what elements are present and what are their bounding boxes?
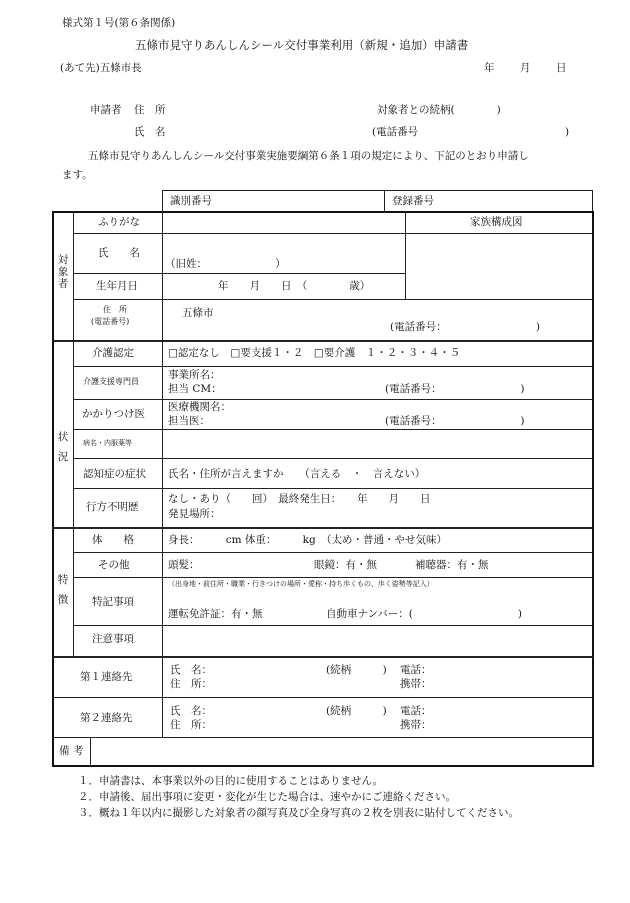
rule [52,527,593,529]
rule [73,211,74,657]
addressee: (あて先)五條市長 [60,62,142,74]
applicant-label: 申請者 [90,104,122,116]
rule [52,697,593,698]
rule [52,656,593,658]
other-label: その他 [98,559,130,571]
registration-number-label: 登録番号 [392,195,434,207]
physique-field[interactable]: 身長： cm 体重： kg （太め・普通・やせ気味） [168,534,448,546]
dob-field[interactable]: 年 月 日 （ 歳） [218,280,371,292]
contact-1-phone-field[interactable]: 電話： [400,664,432,676]
phone-small-label: (電話番号) [91,317,130,326]
rule [73,273,405,274]
rule [73,552,592,553]
illness-label: 病名・内服薬等 [83,439,132,447]
applicant-phone-close: ) [565,126,570,138]
special-notes-hint: （出身地・前住所・職業・行きつけの場所・愛称・持ち歩くもの、歩く姿勢等記入） [168,580,434,588]
physique-label: 体 格 [92,534,134,546]
contact-1-label: 第１連絡先 [80,671,133,683]
subject-phone-field[interactable]: (電話番号： ) [390,321,540,333]
dementia-label: 認知症の症状 [83,468,146,480]
footnote-2: ２．申請後、届出事項に変更・変化が生じた場合は、速やかにご連絡ください。 [78,791,456,803]
applicant-name-label: 氏 名 [134,126,166,138]
missing-history-field[interactable]: なし・あり（ 回） 最終発生日： 年 月 日 [168,493,431,505]
id-number-label: 識別番号 [170,195,212,207]
doctor-phone-field[interactable]: (電話番号： ) [385,415,525,427]
contact-1-address-field[interactable]: 住 所： [170,678,212,690]
rule [384,190,385,212]
remarks-label: 備 考 [59,745,84,757]
applicant-address-label: 住 所 [134,104,166,116]
footnote-3: ３．概ね１年以内に撮影した対象者の顔写真及び全身写真の２枚を別表に貼付してください。 [78,807,519,819]
footnote-1: １．申請書は、本事業以外の目的に使用することはありません。 [78,775,384,787]
care-manager-label: 介護支援専門員 [83,377,139,386]
rule [162,211,163,737]
applicant-phone-open: (電話番号 [372,126,419,138]
rule [73,366,592,367]
contact-2-phone-field[interactable]: 電話： [400,705,432,717]
rule [73,399,592,400]
rule [162,190,593,191]
contact-2-label: 第２連絡先 [80,712,133,724]
rule [73,299,592,300]
main-form-frame [52,211,594,767]
section-subject: 対 象 者 [57,254,69,290]
dob-label: 生年月日 [96,280,138,292]
rule [73,488,592,489]
doctor-name-field[interactable]: 担当医： [168,415,210,427]
rule [90,737,91,765]
care-cert-label: 介護認定 [92,347,134,359]
missing-label: 行方不明歴 [86,501,139,513]
hair-field[interactable]: 頭髪： [168,559,200,571]
contact-2-mobile-field[interactable]: 携帯： [400,719,432,731]
contact-2-name-field[interactable]: 氏 名： [170,705,212,717]
hearing-aid-field[interactable]: 補聴器：有・無 [415,559,489,571]
contact-2-address-field[interactable]: 住 所： [170,719,212,731]
glasses-field[interactable]: 眼鏡：有・無 [314,559,377,571]
rule [73,233,592,234]
intro-line-2: ます。 [62,169,93,181]
maiden-name-field[interactable]: （旧姓： ） [165,258,286,270]
rule [592,190,593,212]
family-doctor-label: かかりつけ医 [82,408,145,420]
found-location-field[interactable]: 発見場所： [168,508,221,520]
rule [73,625,592,626]
applicant-relation: 対象者との続柄( ) [377,104,501,116]
date-year: 年 [484,62,495,74]
cm-phone-field[interactable]: (電話番号： ) [385,383,525,395]
rule [405,211,406,299]
form-number: 様式第１号(第６条関係) [62,17,176,29]
cautions-label: 注意事項 [92,633,134,645]
address-label: 住 所 [103,305,127,314]
special-notes-label: 特記事項 [92,596,134,608]
name-label: 氏 名 [98,247,140,259]
dementia-question[interactable]: 氏名・住所が言えますか （言える ・ 言えない） [168,468,426,480]
contact-2-relation-field[interactable]: (続柄 ) [326,705,387,717]
date-month: 月 [520,62,531,74]
rule [52,737,593,738]
office-name-field[interactable]: 事業所名： [168,369,221,381]
date-day: 日 [556,62,567,74]
contact-1-relation-field[interactable]: (続柄 ) [326,664,387,676]
section-status: 状 況 [57,431,69,463]
rule [162,190,163,212]
city-value: 五條市 [182,307,214,319]
care-cert-options[interactable]: □認定なし □要支援１・２ □要介護 １・２・３・４・５ [168,347,461,359]
contact-1-mobile-field[interactable]: 携帯： [400,678,432,690]
rule [73,577,592,578]
cm-name-field[interactable]: 担当 CM： [168,383,222,395]
furigana-label: ふりがな [98,216,140,228]
family-chart-label: 家族構成図 [470,216,523,228]
rule [52,340,593,342]
rule [73,458,592,459]
clinic-name-field[interactable]: 医療機関名： [168,401,231,413]
car-number-field[interactable]: 自動車ナンバー：( ) [326,608,522,620]
section-features: 特 徴 [57,574,69,606]
contact-1-name-field[interactable]: 氏 名： [170,664,212,676]
rule [73,429,592,430]
intro-line-1: 五條市見守りあんしんシール交付事業実施要綱第６条１項の規定により、下記のとおり申請し [88,150,529,162]
license-field[interactable]: 運転免許証：有・無 [168,608,263,620]
form-title: 五條市見守りあんしんシール交付事業利用（新規・追加）申請書 [135,38,469,52]
